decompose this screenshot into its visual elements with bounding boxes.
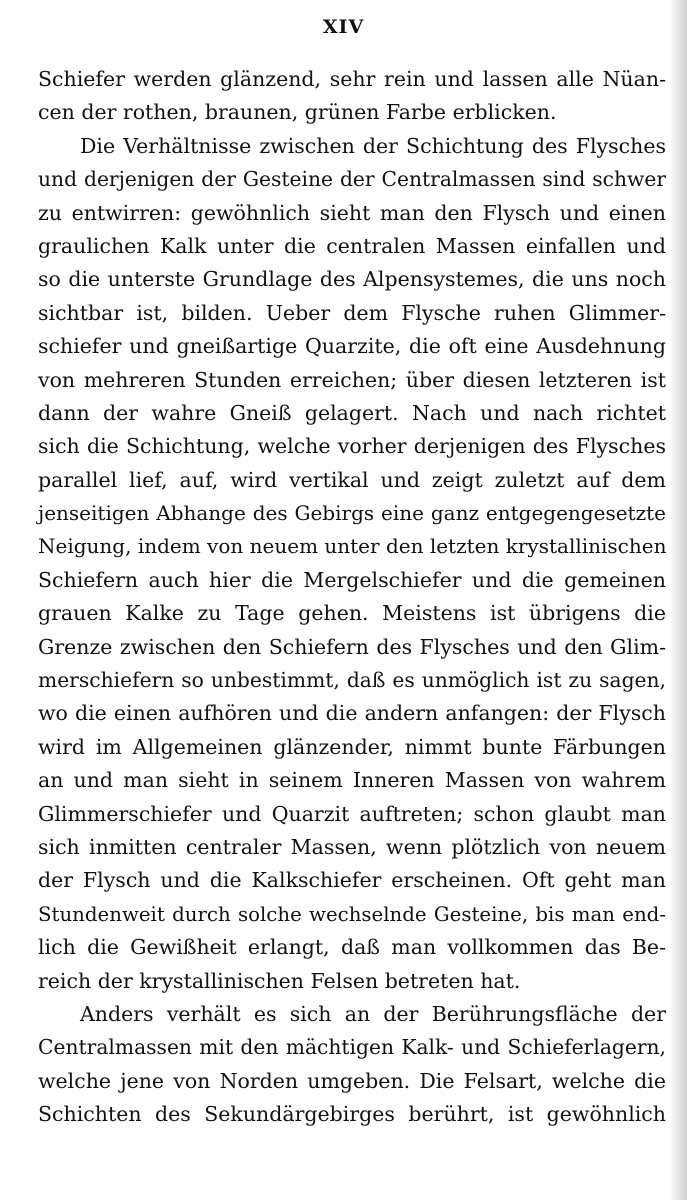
text-line: sichtbar ist, bilden. Ueber dem Flysche ruhen Glimmer- [38, 300, 666, 325]
text-line: welche jene von Norden umgeben. Die Felsart, welche die [38, 1068, 666, 1093]
body-text [38, 63, 666, 1132]
text-line: Glimmerschiefer und Quarzit auftreten; schon glaubt man [38, 801, 666, 826]
text-line: wo die einen aufhören und die andern anfangen: der Flysch [38, 701, 666, 726]
text-line: grauen Kalke zu Tage gehen. Meistens ist übrigens die [38, 601, 666, 626]
text-line: dann der wahre Gneiß gelagert. Nach und nach richtet [38, 400, 666, 425]
text-line: graulichen Kalk unter die centralen Massen einfallen und [38, 233, 666, 258]
text-line: Die Verhältnisse zwischen der Schichtung des Flysches [80, 133, 666, 158]
text-line: reich der krystallinischen Felsen betreten hat. [38, 968, 521, 993]
text-line: cen der rothen, braunen, grünen Farbe erblicken. [38, 100, 557, 125]
page-edge-shadow [669, 0, 687, 1200]
text-line: der Flysch und die Kalkschiefer erscheinen. Oft geht man [38, 868, 666, 893]
page-number: XIV [322, 16, 365, 38]
text-line: Anders verhält es sich an der Berührungsfläche der [80, 1001, 666, 1026]
text-line: jenseitigen Abhange des Gebirgs eine ganz entgegengesetzte [38, 501, 666, 526]
text-line: Schichten des Sekundärgebirges berührt, ist gewöhnlich [38, 1102, 666, 1127]
text-line: sich inmitten centraler Massen, wenn plötzlich von neuem [38, 834, 666, 859]
text-line: von mehreren Stunden erreichen; über diesen letzteren ist [38, 367, 666, 392]
text-line: Stundenweit durch solche wechselnde Gesteine, bis man end- [38, 902, 666, 926]
text-line: Centralmassen mit den mächtigen Kalk- und Schieferlagern, [38, 1035, 666, 1060]
text-line: an und man sieht in seinem Inneren Massen von wahrem [38, 768, 666, 793]
text-line: sich die Schichtung, welche vorher derjenigen des Flysches [38, 434, 666, 459]
text-line: Grenze zwischen den Schiefern des Flysches und den Glim- [38, 634, 666, 659]
text-line: merschiefern so unbestimmt, daß es unmöglich ist zu sagen, [38, 668, 666, 693]
text-line: parallel lief, auf, wird vertikal und zeigt zuletzt auf dem [38, 467, 666, 492]
text-line: Schiefern auch hier die Mergelschiefer und die gemeinen [38, 567, 666, 592]
text-line: Schiefer werden glänzend, sehr rein und lassen alle Nüan- [38, 67, 666, 91]
text-line: und derjenigen der Gesteine der Centralmassen sind schwer [38, 167, 666, 192]
text-line: lich die Gewißheit erlangt, daß man vollkommen das Be- [38, 935, 666, 960]
text-line: schiefer und gneißartige Quarzite, die oft eine Ausdehnung [38, 334, 666, 359]
text-line: so die unterste Grundlage des Alpensystemes, die uns noch [38, 267, 666, 292]
text-line: wird im Allgemeinen glänzender, nimmt bunte Färbungen [38, 734, 666, 759]
text-line: Neigung, indem von neuem unter den letzten krystallinischen [38, 534, 667, 559]
text-line: zu entwirren: gewöhnlich sieht man den Flysch und einen [38, 200, 666, 225]
